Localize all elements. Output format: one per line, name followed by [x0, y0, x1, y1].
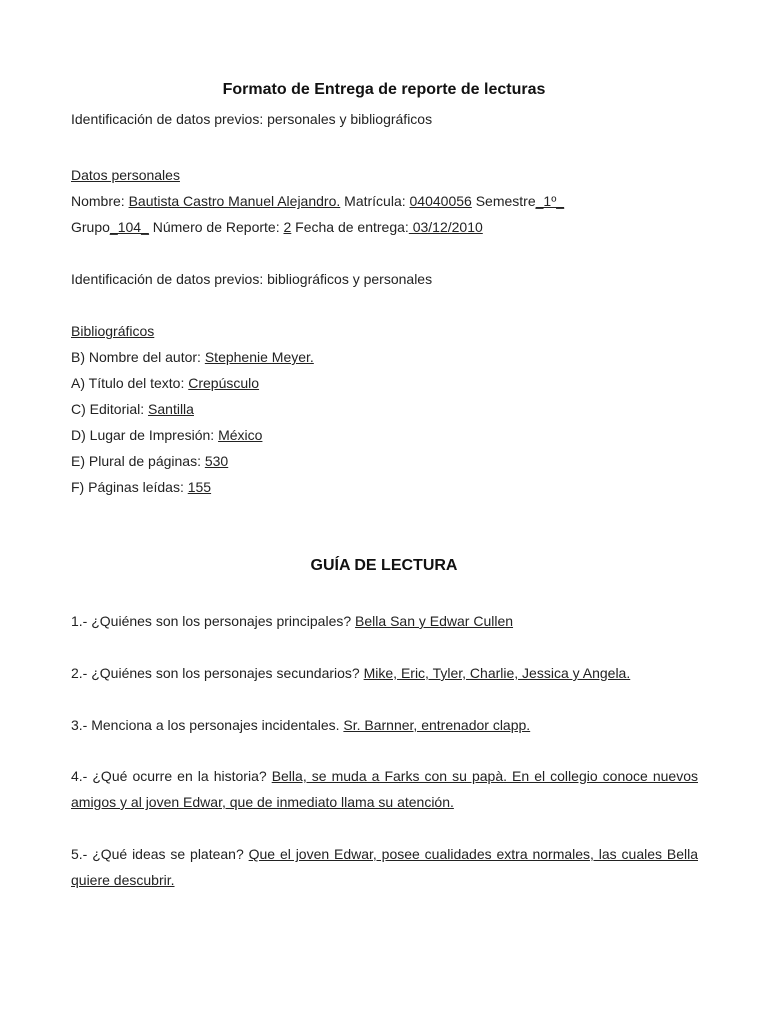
- biblio-label: C) Editorial:: [71, 401, 149, 417]
- fecha-value: 03/12/2010: [408, 219, 483, 235]
- biblio-value: 155: [187, 479, 212, 495]
- question-3: [71, 716, 530, 734]
- biblio-item-publisher: [71, 400, 194, 418]
- question-text: 5.- ¿Qué ideas se platean?: [71, 846, 249, 862]
- question-4: [71, 763, 698, 815]
- question-text: 2.- ¿Quiénes son los personajes secundarios?: [71, 665, 364, 681]
- matricula-value: 04040056: [409, 193, 472, 209]
- biblio-label: E) Plural de páginas:: [71, 453, 205, 469]
- biblio-label: D) Lugar de Impresión:: [71, 427, 219, 443]
- nombre-label: Nombre:: [71, 193, 129, 209]
- guide-title: GUÍA DE LECTURA: [310, 557, 458, 574]
- biblio-value: Santilla: [148, 401, 194, 417]
- biblio-label: F) Páginas leídas:: [71, 479, 188, 495]
- biblio-value: México: [218, 427, 263, 443]
- biblio-value: Stephenie Meyer.: [204, 349, 314, 365]
- answer-text: Mike, Eric, Tyler, Charlie, Jessica y Angela.: [363, 665, 631, 681]
- personal-heading: Datos personales: [71, 167, 180, 183]
- biblio-item-read: [71, 478, 211, 496]
- question-1: [71, 612, 513, 630]
- biblio-heading: Bibliográficos: [71, 323, 155, 339]
- reporte-value: 2: [283, 219, 292, 235]
- grupo-label: Grupo: [71, 219, 110, 235]
- matricula-label: Matrícula:: [340, 193, 410, 209]
- identification-line-2: Identificación de datos previos: bibliográficos y personales: [71, 271, 433, 287]
- biblio-item-pages: [71, 452, 228, 470]
- question-2: [71, 664, 630, 682]
- fecha-label: Fecha de entrega:: [291, 219, 409, 235]
- answer-text: Bella San y Edwar Cullen: [355, 613, 514, 629]
- subtitle-line: Identificación de datos previos: personales y bibliográficos: [71, 111, 433, 127]
- nombre-value: Bautista Castro Manuel Alejandro.: [128, 193, 341, 209]
- biblio-item-author: [71, 348, 314, 366]
- biblio-item-place: [71, 426, 262, 444]
- grupo-line: [71, 218, 483, 236]
- grupo-value: _104_: [109, 219, 149, 235]
- question-5: [71, 841, 698, 893]
- reporte-label: Número de Reporte:: [148, 219, 284, 235]
- biblio-label: B) Nombre del autor:: [71, 349, 205, 365]
- document-title: Formato de Entrega de reporte de lecturas: [222, 81, 546, 98]
- question-text: 1.- ¿Quiénes son los personajes principales?: [71, 613, 356, 629]
- biblio-label: A) Título del texto:: [71, 375, 189, 391]
- question-text: 3.- Menciona a los personajes incidentales.: [71, 717, 344, 733]
- semestre-label: Semestre: [471, 193, 536, 209]
- biblio-value: 530: [204, 453, 229, 469]
- semestre-value: _1º_: [535, 193, 565, 209]
- answer-text: Que el joven Edwar, posee cualidades extra normales, las cuales Bella quiere descubrir.: [71, 846, 698, 888]
- biblio-value: Crepúsculo: [188, 375, 260, 391]
- question-text: 4.- ¿Qué ocurre en la historia?: [71, 768, 272, 784]
- biblio-item-title: [71, 374, 259, 392]
- nombre-line: [71, 192, 564, 210]
- answer-text: Bella, se muda a Farks con su papà. En el collegio conoce nuevos amigos y al joven Edwar, que de inmediato llama su atención.: [71, 768, 698, 810]
- answer-text: Sr. Barnner, entrenador clapp.: [343, 717, 531, 733]
